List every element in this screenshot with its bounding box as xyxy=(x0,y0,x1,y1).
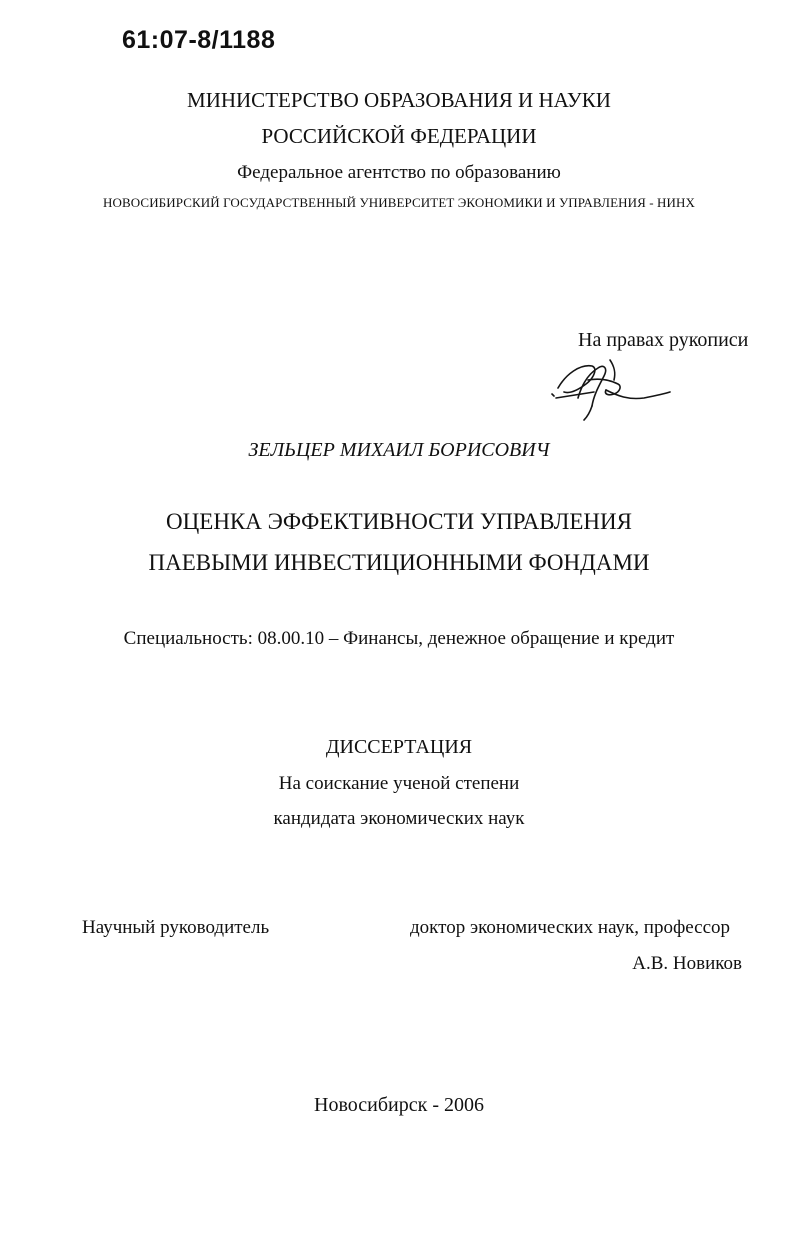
dissertation-title-line-1: ОЦЕНКА ЭФФЕКТИВНОСТИ УПРАВЛЕНИЯ xyxy=(166,509,632,534)
degree-line-2: кандидата экономических наук xyxy=(273,808,525,829)
advisor-label: Научный руководитель xyxy=(82,917,270,938)
signature-icon xyxy=(548,354,674,426)
author-name: ЗЕЛЬЦЕР МИХАИЛ БОРИСОВИЧ xyxy=(248,439,550,461)
city-year: Новосибирск - 2006 xyxy=(314,1094,484,1116)
ministry-line-2: РОССИЙСКОЙ ФЕДЕРАЦИИ xyxy=(261,124,537,148)
dissertation-title-line-2: ПАЕВЫМИ ИНВЕСТИЦИОННЫМИ ФОНДАМИ xyxy=(148,550,650,575)
degree-line-1: На соискание ученой степени xyxy=(278,773,520,794)
university-name: НОВОСИБИРСКИЙ ГОСУДАРСТВЕННЫЙ УНИВЕРСИТЕТ ЭКОНОМИКИ И УПРАВЛЕНИЯ - НИНХ xyxy=(103,195,695,210)
document-type: ДИССЕРТАЦИЯ xyxy=(325,736,473,758)
ministry-line-1: МИНИСТЕРСТВО ОБРАЗОВАНИЯ И НАУКИ xyxy=(187,88,611,112)
advisor-name: А.В. Новиков xyxy=(632,953,742,974)
manuscript-note: На правах рукописи xyxy=(578,329,749,351)
specialty: Специальность: 08.00.10 – Финансы, денежное обращение и кредит xyxy=(123,628,675,649)
advisor-title: доктор экономических наук, профессор xyxy=(410,917,731,938)
agency-name: Федеральное агентство по образованию xyxy=(237,162,561,183)
archive-number: 61:07-8/1188 xyxy=(122,26,276,54)
